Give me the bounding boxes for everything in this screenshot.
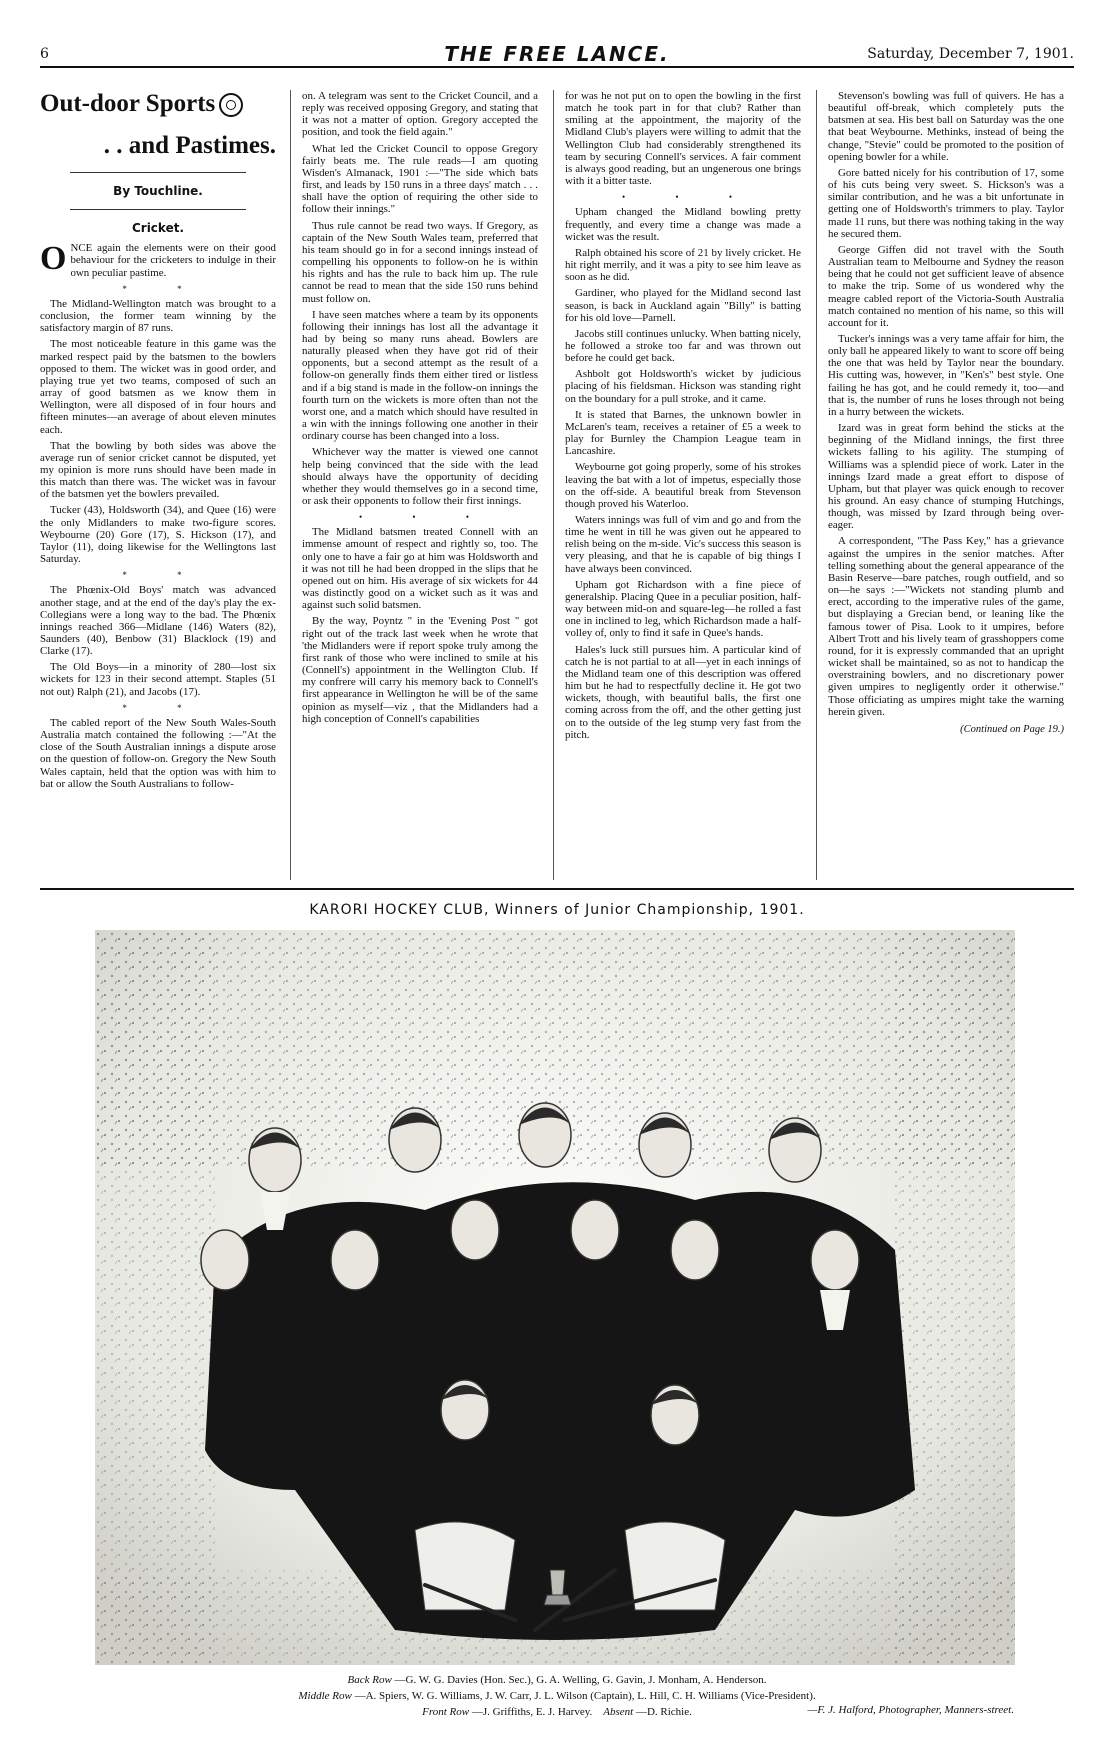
paragraph: Upham changed the Midland bowling pretty frequently, and every time a change was made a wicket was the result. — [565, 206, 801, 243]
paragraph: for was he not put on to open the bowling in the first match he took part in for that club? Rather than smiling at the appointment, the majority of the Midland Club's players were willing to admit that the Wellington Club had considerably strengthened its team by securing Connell's services. A fair comment is always good reading, but an ungenerous one brings with it a bitter taste. — [565, 90, 801, 188]
paragraph: ONCE again the elements were on their good behaviour for the cricketers to indulge in their own peculiar pastime. — [40, 240, 276, 279]
continued-note: (Continued on Page 19.) — [960, 723, 1064, 735]
divider — [70, 209, 246, 210]
column-rule — [290, 90, 291, 880]
paragraph: Gore batted nicely for his contribution of 17, some of his cuts being very sweet. S. Hickson's was a similar contribution, and he was a bit unfortunate in getting one of Holdsworth's trimmers to play. Taylor made 11 runs, but there was nothing taking in the way he secured them. — [828, 166, 1064, 240]
photo-caption: KARORI HOCKEY CLUB, Winners of Junior Championship, 1901. — [309, 902, 805, 918]
paragraph: Hales's luck still pursues him. A particular kind of catch he is not partial to at all—yet in each innings of the Midland team one of this description was offered him but he had to respectfully decline it. He got two wickets, though, with beautiful balls, the first one coming across from the off, and the other getting just on to the outside of the leg stump very fast from the pitch. — [565, 643, 801, 741]
paragraph: on. A telegram was sent to the Cricket Council, and a reply was received opposing Gregory, and stating that it was not a matter of option. Gregory accepted the position, and took the field again." — [302, 90, 538, 139]
paragraph: Thus rule cannot be read two ways. If Gregory, as captain of the New South Wales team, preferred that his team should go in for a second innings instead of compelling his opponents to follow-on he is within his rights and has the rule to back him up. The rule cannot be read to mean that the side 150 runs behind must follow on. — [302, 219, 538, 305]
paragraph: A correspondent, "The Pass Key," has a grievance against the umpires in the senior matches. After telling something about the general appearance of the Basin Reserve—bare patches, rough outfield, and so on—he says :—"Wickets not standing plumb and erect, according to the imperative rules of the game, but displaying a Grecian bend, or leaning like the famous tower of Pisa. Look to it umpires, before Albert Trott and his lively team of grasshoppers come round, for it is expressly commanded that an upright wicket shall be maintained, so as not to handicap the overstraining bowlers, and no discretionary power given umpires to negligently order it otherwise." Those officiating as umpires might take the warning herein given. — [828, 535, 1064, 718]
column-1 — [40, 90, 276, 880]
paragraph: Weybourne got going properly, some of his strokes leaving the bat with a lot of impetus, especially those on the off-side. A beautiful break from Stevenson though proved his Waterloo. — [565, 461, 801, 510]
newspaper-title: THE FREE LANCE. — [444, 42, 670, 66]
column-2 — [302, 90, 538, 880]
paragraph: That the bowling by both sides was above the average run of senior cricket cannot be disputed, yet my opinion is more runs should have been made in this match than there was. The wicket was in favour of the batsmen yet the bowlers prevailed. — [40, 439, 276, 501]
heading-outdoor-sports: Out-door Sports — [40, 90, 276, 118]
ornament-icon — [219, 93, 243, 117]
paragraph: By the way, Poyntz " in the 'Evening Post " got right out of the track last week when he wrote that 'the Midlanders were if report spoke truly among the first rank of those who were inclined to smile at his (Connell's) appointment in the Wellington Club. If my confrere will carry his memory back to Connell's first appearance in Wellington he will be of the same opinion as myself—viz , that the Midlanders had a high conception of Connell's capabilities — [302, 615, 538, 725]
photographer-credit: —F. J. Halford, Photographer, Manners-street. — [807, 1704, 1014, 1716]
paragraph: Izard was in great form behind the sticks at the beginning of the Midland innings, the first three wickets falling to his agility. The stumping of Williams was a splendid piece of work. Later in the innings Izard made a great effort to dispose of Upham, but that player was quick enough to recover his ground. An easy chance of stumping Hutchings, though, was missed by Izard through being over-eager. — [828, 422, 1064, 532]
paragraph: I have seen matches where a team by its opponents following their innings has lost all the advantage it had by being so many runs ahead. Bowlers are naturally pleased when they have got rid of their opponents, but a second attempt as the result of a follow-on generally finds them either tired or listless and if a big stand is made in the follow-on innings the fourth turn on the wickets is more often than not the worst one, and a match which should have resulted in a win with the innings following one another in their ordinary course has been changed into a loss. — [302, 308, 538, 443]
column-rule — [816, 90, 817, 880]
page-number: 6 — [40, 46, 49, 62]
paragraph: What led the Cricket Council to oppose Gregory fairly beats me. The rule reads—I am quoting Wisden's Almanack, 1901 :—"The side which bats first, and leads by 150 runs in a three days' match . . . shall have the option of requiring the other side to follow their innings." — [302, 142, 538, 216]
paragraph: Upham got Richardson with a fine piece of generalship. Placing Quee in a peculiar position, half-way between mid-on and square-leg—he rolled a fast one in inclined to leg, which Richardson made a half-volley of, only to find it safe in Quee's hands. — [565, 578, 801, 640]
paragraph: Gardiner, who played for the Midland second last season, is back in Auckland again "Billy" is batting for his old love—Parnell. — [565, 287, 801, 324]
separator-stars: • • • — [359, 512, 493, 523]
drop-cap: O — [40, 240, 67, 278]
paragraph: Jacobs still continues unlucky. When batting nicely, he followed a stroke too far and was thrown out before he could get back. — [565, 327, 801, 365]
column-3 — [565, 90, 801, 880]
paragraph: George Giffen did not travel with the South Australian team to Melbourne and Sydney the reason being that he could not get sufficient leave of absence to make the trip. Some of us wondered why the meagre cabled report of the Victoria-South Australia match contained no mention of his name, so this will account for it. — [828, 243, 1064, 329]
paragraph: The Phœnix-Old Boys' match was advanced another stage, and at the end of the day's play the ex-Collegians were a long way to the bad. The Phœnix innings reached 366—Midlane (146) Waters (82), Saunders (40), Benbow (31) Blacklock (19) and Clarke (17). — [40, 584, 276, 658]
separator-stars: * * — [122, 283, 206, 294]
issue-date: Saturday, December 7, 1901. — [867, 46, 1074, 62]
paragraph: Tucker (43), Holdsworth (34), and Quee (16) were the only Midlanders to make two-figure scores. Weybourne (20) Gore (17), S. Hickson (17), and Taylor (11), doing likewise for the Wellingtons last Saturday. — [40, 504, 276, 566]
team-photograph — [95, 930, 1015, 1665]
section-divider — [40, 888, 1074, 890]
divider — [70, 172, 246, 173]
column-4 — [828, 90, 1064, 880]
byline: By Touchline. — [113, 184, 203, 198]
front-row-names: Front Row —J. Griffiths, E. J. Harvey. Absent —D. Richie. — [422, 1706, 692, 1718]
paragraph: The most noticeable feature in this game was the marked respect paid by the batsmen to the bowlers opposed to them. The wicket was in good order, and playing true yet two teams, composed of such an array of good batsmen as we know them in Wellington, were all disposed of in four hours and fifteen minutes—an average of about eleven minutes each. — [40, 338, 276, 436]
masthead — [40, 40, 1074, 68]
column-rule — [553, 90, 554, 880]
section-heading: Cricket. — [131, 221, 185, 236]
separator-stars: * * — [122, 702, 206, 713]
article-columns — [40, 90, 1074, 880]
paragraph: Tucker's innings was a very tame affair for him, the only ball he appeared likely to want to score off being the one that was held by Taylor near the boundary. His cutting was, however, in "Ken's" best style. One failing he has got, and he could remedy it, too—and that is, the number of runs he loses through not being in a hurry between the wickets. — [828, 332, 1064, 418]
separator-stars: * * — [122, 570, 206, 581]
back-row-names: Back Row —G. W. G. Davies (Hon. Sec.), G. A. Welling, G. Gavin, J. Monham, A. Henderson. — [347, 1674, 767, 1686]
paragraph: The cabled report of the New South Wales-South Australia match contained the following :—"At the close of the South Australian innings a dispute arose on the question of follow-on. Gregory the New South Wales captain, held that the option was with him to bat or allow the South Australians to follow- — [40, 716, 276, 790]
paragraph: Ashbolt got Holdsworth's wicket by judicious placing of his fieldsman. Hickson was standing right on the boundary for a pull stroke, and it came. — [565, 368, 801, 405]
paragraph: It is stated that Barnes, the unknown bowler in McLaren's team, receives a retainer of £5 a week to play for Burnley the Champion League team in Lancashire. — [565, 408, 801, 458]
paragraph: Waters innings was full of vim and go and from the time he went in till he was given out he appeared to relish being on the m-side. Vic's success this season is very pleasing, and that he is capable of big things I have always been convinced. — [565, 514, 801, 575]
paragraph: The Old Boys—in a minority of 280—lost six wickets for 123 in their second attempt. Staples (51 not out) Ralph (21), and Jacobs (17). — [40, 661, 276, 698]
paragraph: The Midland batsmen treated Connell with an immense amount of respect and rightly so, too. The only one to have a fair go at him was Holdsworth and it was not till he had been dropped in the slips that he opened out on him. His average of six wickets for 44 was distinctly good on a wicket such as it was and against such solid batsmen. — [302, 526, 538, 612]
newspaper-page — [40, 40, 1074, 1720]
paragraph: The Midland-Wellington match was brought to a conclusion, the former team winning by the satisfactory margin of 87 runs. — [40, 297, 276, 335]
separator-stars: • • • — [622, 192, 756, 203]
paragraph: Stevenson's bowling was full of quivers. He has a beautiful off-break, which completely puts the batsmen at sea. His best ball on Saturday was the one that beat Weybourne. Methinks, instead of being the change, "Stevie" could be promoted to the position of opening bowler for a while. — [828, 90, 1064, 163]
team-photo-illustration — [95, 930, 1015, 1665]
middle-row-names: Middle Row —A. Spiers, W. G. Williams, J. W. Carr, J. L. Wilson (Captain), L. Hill, C. H. Williams (Vice-President). — [298, 1690, 816, 1702]
paragraph: Whichever way the matter is viewed one cannot help being convinced that the side with the lead should always have the opportunity of deciding whether they would themselves go in a second time, or ask their opponents to follow their first innings. — [302, 446, 538, 507]
heading-pastimes: . . and Pastimes. — [103, 132, 276, 159]
paragraph: Ralph obtained his score of 21 by lively cricket. He hit right merrily, and it was a pity to see him leave as soon as he did. — [565, 246, 801, 284]
